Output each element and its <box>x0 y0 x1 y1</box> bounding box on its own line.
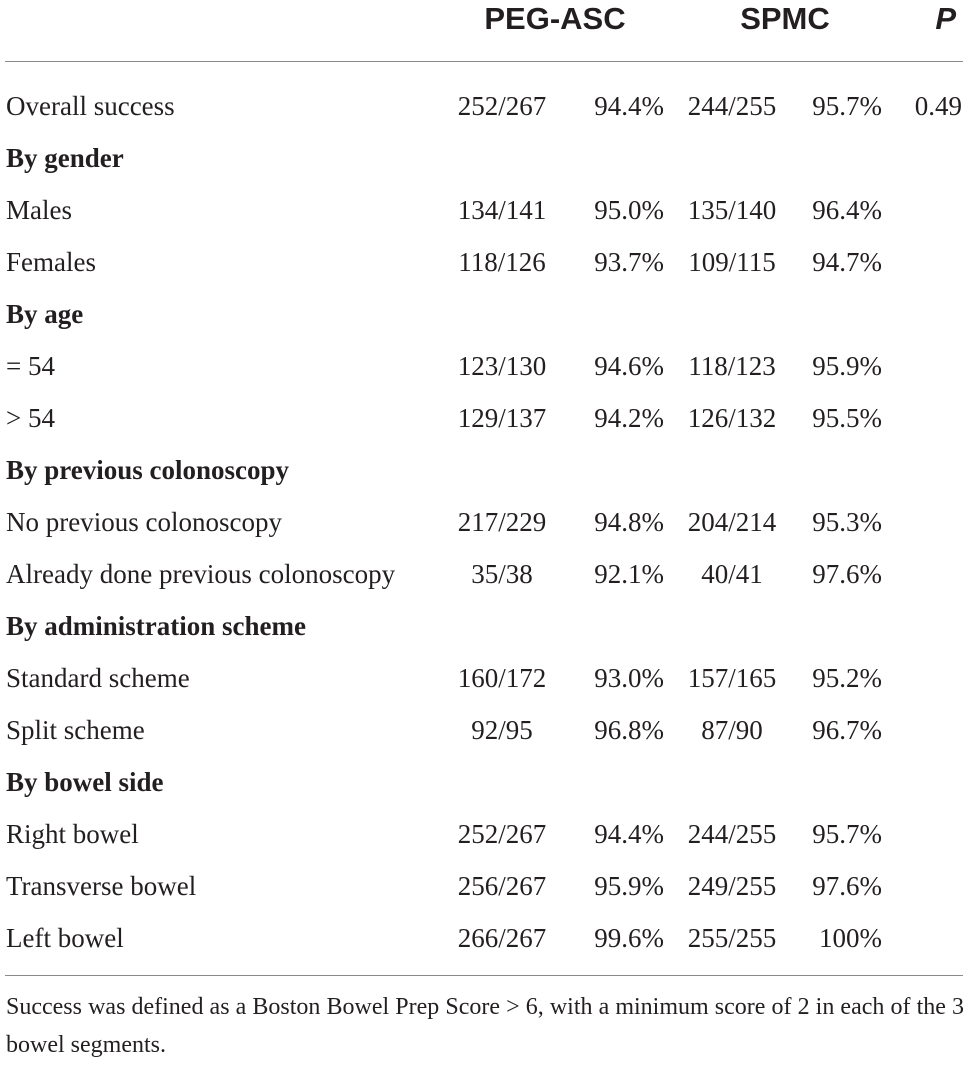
section-row <box>0 288 968 340</box>
peg-asc-count-cell: 129/137 <box>457 403 547 433</box>
section-row <box>0 756 968 808</box>
spmc-count-cell: 87/90 <box>701 715 763 745</box>
table-row <box>0 912 968 964</box>
peg-asc-percent-cell: 94.4% <box>594 819 664 849</box>
row-label: > 54 <box>6 403 55 433</box>
peg-asc-percent-cell: 96.8% <box>594 715 664 745</box>
spmc-count-cell: 40/41 <box>701 559 763 589</box>
spmc-percent-cell: 100% <box>819 923 882 953</box>
spmc-count-cell: 244/255 <box>687 819 777 849</box>
column-header-spmc: SPMC <box>740 1 830 36</box>
peg-asc-count-cell: 256/267 <box>457 871 547 901</box>
section-heading: By administration scheme <box>6 611 306 641</box>
spmc-count-cell: 126/132 <box>687 403 777 433</box>
row-label: = 54 <box>6 351 55 381</box>
table-row <box>0 808 968 860</box>
spmc-percent-cell: 97.6% <box>812 871 882 901</box>
table-row <box>0 860 968 912</box>
row-label: Males <box>6 195 72 225</box>
section-heading: By age <box>6 299 84 329</box>
table-row <box>0 652 968 704</box>
peg-asc-percent-cell: 92.1% <box>594 559 664 589</box>
spmc-count-cell: 135/140 <box>687 195 777 225</box>
spmc-percent-cell: 95.7% <box>812 91 882 121</box>
spmc-count-cell: 109/115 <box>688 247 776 277</box>
spmc-percent-cell: 96.7% <box>812 715 882 745</box>
section-heading: By previous colonoscopy <box>6 455 290 485</box>
peg-asc-count-cell: 160/172 <box>457 663 547 693</box>
peg-asc-count-cell: 118/126 <box>458 247 546 277</box>
row-label: Left bowel <box>6 923 124 953</box>
peg-asc-percent-cell: 94.4% <box>594 91 664 121</box>
section-row <box>0 132 968 184</box>
peg-asc-count-cell: 252/267 <box>457 91 547 121</box>
peg-asc-percent-cell: 95.9% <box>594 871 664 901</box>
table-footnote: Success was defined as a Boston Bowel Prep Score > 6, with a minimum score of 2 in each of the 3 bowel segments. <box>6 994 964 1058</box>
peg-asc-percent-cell: 94.8% <box>594 507 664 537</box>
section-row <box>0 600 968 652</box>
peg-asc-percent-cell: 94.2% <box>594 403 664 433</box>
spmc-count-cell: 249/255 <box>687 871 777 901</box>
peg-asc-count-cell: 134/141 <box>457 195 547 225</box>
section-heading: By bowel side <box>6 767 164 797</box>
table-row <box>0 496 968 548</box>
peg-asc-percent-cell: 95.0% <box>594 195 664 225</box>
table-row <box>0 340 968 392</box>
spmc-count-cell: 204/214 <box>687 507 777 537</box>
peg-asc-count-cell: 92/95 <box>471 715 533 745</box>
peg-asc-count-cell: 217/229 <box>457 507 547 537</box>
column-header-peg-asc: PEG-ASC <box>484 1 626 36</box>
spmc-percent-cell: 95.9% <box>812 351 882 381</box>
spmc-percent-cell: 95.5% <box>812 403 882 433</box>
row-label: No previous colonoscopy <box>6 507 282 537</box>
peg-asc-count-cell: 252/267 <box>457 819 547 849</box>
row-label: Split scheme <box>6 715 145 745</box>
spmc-count-cell: 118/123 <box>688 351 776 381</box>
section-heading: By gender <box>6 143 124 173</box>
row-label: Overall success <box>6 91 175 121</box>
spmc-count-cell: 157/165 <box>687 663 777 693</box>
peg-asc-count-cell: 266/267 <box>457 923 547 953</box>
table-body <box>0 80 968 964</box>
peg-asc-percent-cell: 93.0% <box>594 663 664 693</box>
spmc-percent-cell: 97.6% <box>812 559 882 589</box>
table-header <box>0 0 968 40</box>
spmc-percent-cell: 94.7% <box>812 247 882 277</box>
p-value-cell: 0.49 <box>914 91 962 121</box>
peg-asc-percent-cell: 99.6% <box>594 923 664 953</box>
table-row <box>0 80 968 132</box>
peg-asc-count-cell: 35/38 <box>471 559 533 589</box>
spmc-percent-cell: 95.7% <box>812 819 882 849</box>
column-header-p-value: P <box>935 1 956 36</box>
peg-asc-percent-cell: 93.7% <box>594 247 664 277</box>
row-label: Transverse bowel <box>6 871 197 901</box>
table-row <box>0 392 968 444</box>
row-label: Females <box>6 247 96 277</box>
row-label: Right bowel <box>6 819 139 849</box>
spmc-percent-cell: 95.2% <box>812 663 882 693</box>
spmc-count-cell: 244/255 <box>687 91 777 121</box>
table-row <box>0 236 968 288</box>
table-bottom-divider <box>5 975 963 976</box>
spmc-percent-cell: 95.3% <box>812 507 882 537</box>
peg-asc-count-cell: 123/130 <box>457 351 547 381</box>
table-row <box>0 704 968 756</box>
spmc-percent-cell: 96.4% <box>812 195 882 225</box>
row-label: Standard scheme <box>6 663 190 693</box>
section-row <box>0 444 968 496</box>
table-row <box>0 184 968 236</box>
header-divider <box>5 61 963 62</box>
row-label: Already done previous colonoscopy <box>6 559 396 589</box>
peg-asc-percent-cell: 94.6% <box>594 351 664 381</box>
spmc-count-cell: 255/255 <box>687 923 777 953</box>
table-row <box>0 548 968 600</box>
